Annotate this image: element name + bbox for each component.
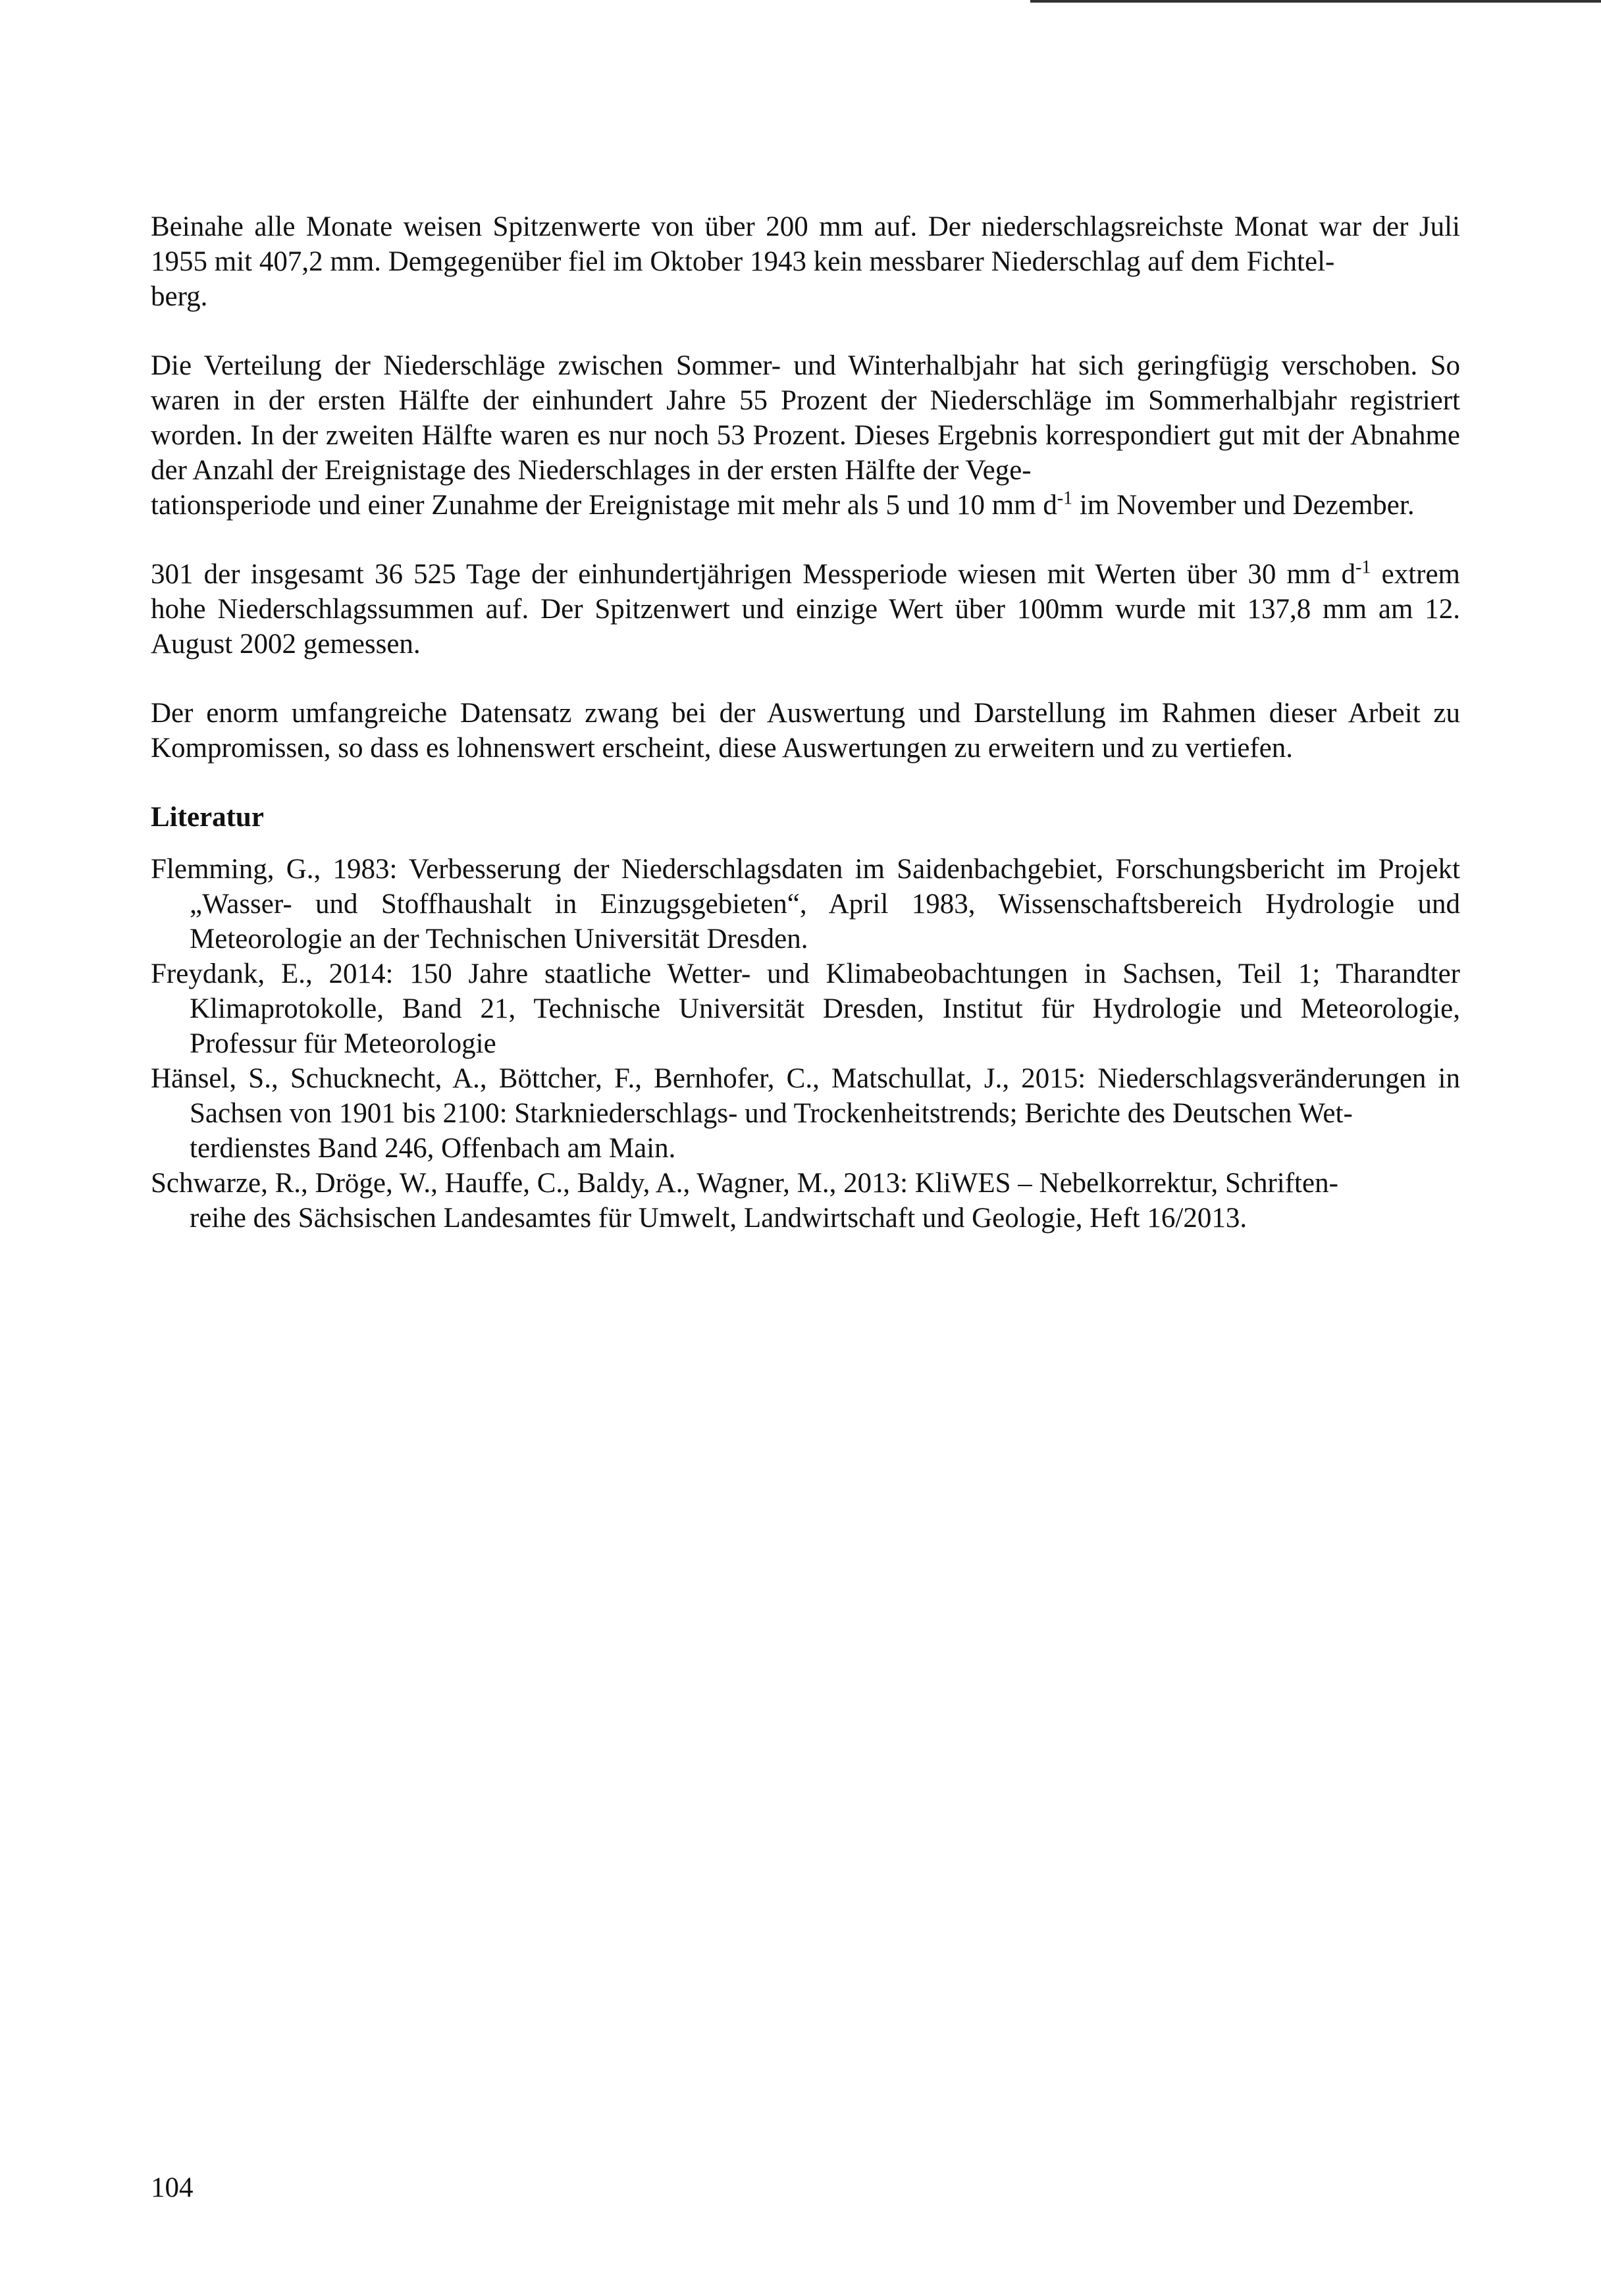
body-paragraph: Der enorm umfangreiche Datensatz zwang bei der Auswertung und Darstellung im Rahmen dieser Arbeit zu Kompromissen, so dass es lohnenswert erscheint, diese Auswertungen zu erweitern und zu vertiefen. xyxy=(151,698,1460,764)
literature-heading: Literatur xyxy=(151,802,264,833)
top-rule xyxy=(1030,0,1601,3)
page-body xyxy=(151,209,1460,1236)
unit-superscript: -1 xyxy=(1355,557,1371,578)
reference-item: Hänsel, S., Schucknecht, A., Böttcher, F., Bernhofer, C., Matschullat, J., 2015: Niederschlagsveränderungen in Sachsen von 1901 bis 2100: Starkniederschlags- und Trockenheitstrends; Berichte des Deutschen Wet- terdienstes Band 246, Offenbach am Main. xyxy=(151,1063,1460,1164)
reference-item: Freydank, E., 2014: 150 Jahre staatliche Wetter- und Klimabeobachtungen in Sachsen, Teil 1; Tharandter Klimaprotokolle, Band 21, Technische Universität Dresden, Institut für Hydrologie und Meteorologie, Professur für Meteorologie xyxy=(151,958,1460,1059)
body-paragraph: Beinahe alle Monate weisen Spitzenwerte von über 200 mm auf. Der niederschlagsreichste Monat war der Juli 1955 mit 407,2 mm. Demgegenüber fiel im Oktober 1943 kein messbarer Niederschlag auf dem Fichtel- berg. xyxy=(151,211,1460,312)
page-number: 104 xyxy=(151,2172,194,2203)
unit-superscript: -1 xyxy=(1057,488,1073,509)
reference-list xyxy=(151,852,1460,1236)
body-paragraph: 301 der insgesamt 36 525 Tage der einhundertjährigen Messperiode wiesen mit Werten über 30 mm $d^{-1}$ extrem hohe Niederschlagssummen auf. Der Spitzenwert und einzige Wert über 100mm wurde mit 137,8 mm am 12. August 2002 gemessen. xyxy=(151,557,1460,660)
reference-item: Schwarze, R., Dröge, W., Hauffe, C., Baldy, A., Wagner, M., 2013: KliWES – Nebelkorrektur, Schriften- reihe des Sächsischen Landesamtes für Umwelt, Landwirtschaft und Geologie, Heft 16/2013. xyxy=(151,1168,1338,1234)
reference-item: Flemming, G., 1983: Verbesserung der Niederschlagsdaten im Saidenbachgebiet, Forschungsbericht im Projekt „Wasser- und Stoffhaushalt in Einzugsgebieten“, April 1983, Wissenschaftsbereich Hydrologie und Meteorologie an der Technischen Universität Dresden. xyxy=(151,854,1460,954)
body-paragraph: Die Verteilung der Niederschläge zwischen Sommer- und Winterhalbjahr hat sich geringfügig verschoben. So waren in der ersten Hälfte der einhundert Jahre 55 Prozent der Niederschläge im Sommerhalbjahr registriert worden. In der zweiten Hälfte waren es nur noch 53 Prozent. Dieses Ergebnis korrespondiert gut mit der Abnahme der Anzahl der Ereignistage des Niederschlages in der ersten Hälfte der Vege- tationsperiode und einer Zunahme der Ereignistage mit mehr als 5 und 10 mm $d^{-1}$ im November und Dezember. xyxy=(151,350,1460,521)
